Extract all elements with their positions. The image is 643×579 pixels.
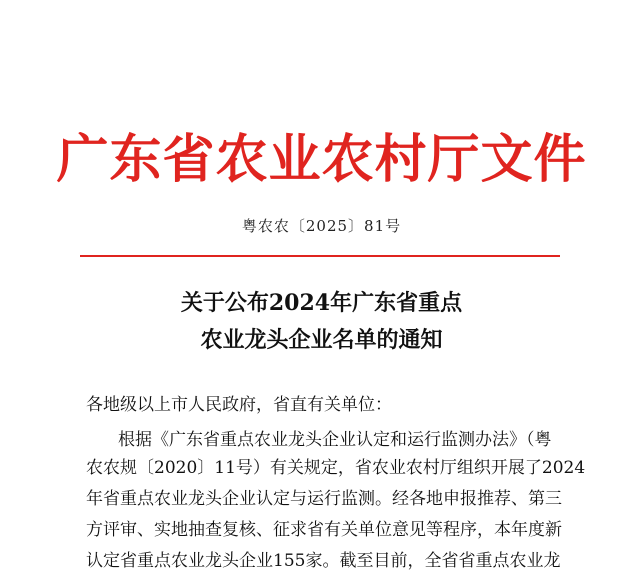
body-text-line: 农农规〔2020〕11号）有关规定，省农业农村厅组织开展了2024 — [86, 458, 586, 478]
body-text-line: 方评审、实地抽查复核、征求省有关单位意见等程序，本年度新 — [86, 520, 562, 540]
document-issuer-title: 广东省农业农村厅文件 — [56, 129, 587, 190]
notice-title-line-2: 农业龙头企业名单的通知 — [200, 327, 443, 353]
body-text-line: 年省重点农业龙头企业认定与运行监测。经各地申报推荐、第三 — [86, 489, 562, 509]
red-divider-line — [80, 255, 560, 257]
document-number: 粤农农〔2025〕81号 — [241, 217, 402, 235]
recipients-line: 各地级以上市人民政府，省直有关单位： — [86, 395, 392, 415]
body-text-line: 根据《广东省重点农业龙头企业认定和运行监测办法》（粤 — [118, 430, 552, 450]
body-text-line: 认定省重点农业龙头企业155家。截至目前，全省省重点农业龙 — [86, 551, 561, 571]
notice-title-line-1: 关于公布2024年广东省重点 — [180, 290, 463, 316]
